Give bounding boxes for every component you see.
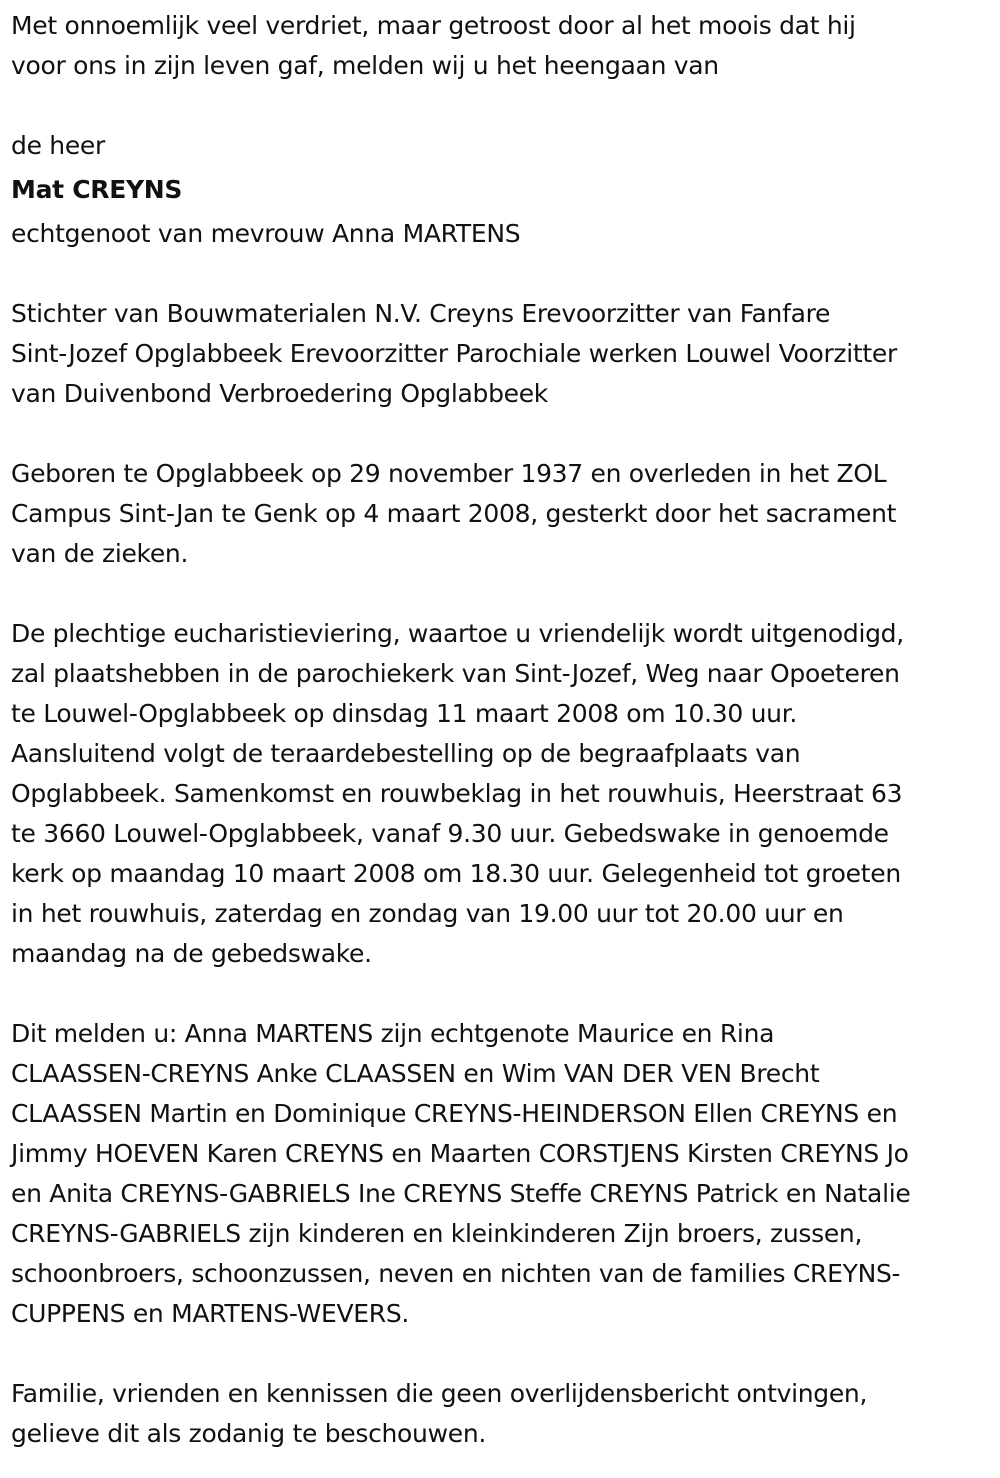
ceremony-paragraph: De plechtige eucharistieviering, waartoe u vriendelijk wordt uitgenodigd, zal plaatshebben in de parochiekerk van Sint-Jozef, Weg naar Opoeteren te Louwel-Opglabbeek op dinsdag 11 maart 2008 om 10.30 uur. Aansluitend volgt de teraardebestelling op de begraafplaats van Opglabbeek. Samenkomst en rouwbeklag in het rouwhuis, Heerstraat 63 te 3660 Louwel-Opglabbeek, vanaf 9.30 uur. Gebedswake in genoemde kerk op maandag 10 maart 2008 om 18.30 uur. Gelegenheid tot groeten in het rouwhuis, zaterdag en zondag van 19.00 uur tot 20.00 uur en maandag na de gebedswake.	[11, 619, 904, 968]
family-paragraph: Dit melden u: Anna MARTENS zijn echtgenote Maurice en Rina CLAASSEN-CREYNS Anke CLAASSEN en Wim VAN DER VEN Brecht CLAASSEN Martin en Dominique CREYNS-HEINDERSON Ellen CREYNS en Jimmy HOEVEN Karen CREYNS en Maarten CORSTJENS Kirsten CREYNS Jo en Anita CREYNS-GABRIELS Ine CREYNS Steffe CREYNS Patrick en Natalie CREYNS-GABRIELS zijn kinderen en kleinkinderen Zijn broers, zussen, schoonbroers, schoonzussen, neven en nichten van de families CREYNS- CUPPENS en MARTENS-WEVERS.	[11, 1019, 911, 1328]
salutation: de heer	[11, 131, 105, 160]
closing-paragraph: Familie, vrienden en kennissen die geen overlijdensbericht ontvingen, gelieve dit als zodanig te beschouwen.	[11, 1379, 868, 1448]
birth-death-paragraph: Geboren te Opglabbeek op 29 november 1937 en overleden in het ZOL Campus Sint-Jan te Genk op 4 maart 2008, gesterkt door het sacrament van de zieken.	[11, 459, 897, 568]
obituary-document	[11, 6, 996, 1454]
spouse-line: echtgenoot van mevrouw Anna MARTENS	[11, 219, 521, 248]
roles-paragraph: Stichter van Bouwmaterialen N.V. Creyns Erevoorzitter van Fanfare Sint-Jozef Opglabbeek Erevoorzitter Parochiale werken Louwel Voorzitter van Duivenbond Verbroedering Opglabbeek	[11, 299, 897, 408]
deceased-name: Mat CREYNS	[11, 175, 183, 204]
intro-paragraph: Met onnoemlijk veel verdriet, maar getroost door al het moois dat hij voor ons in zijn leven gaf, melden wij u het heengaan van	[11, 11, 856, 80]
